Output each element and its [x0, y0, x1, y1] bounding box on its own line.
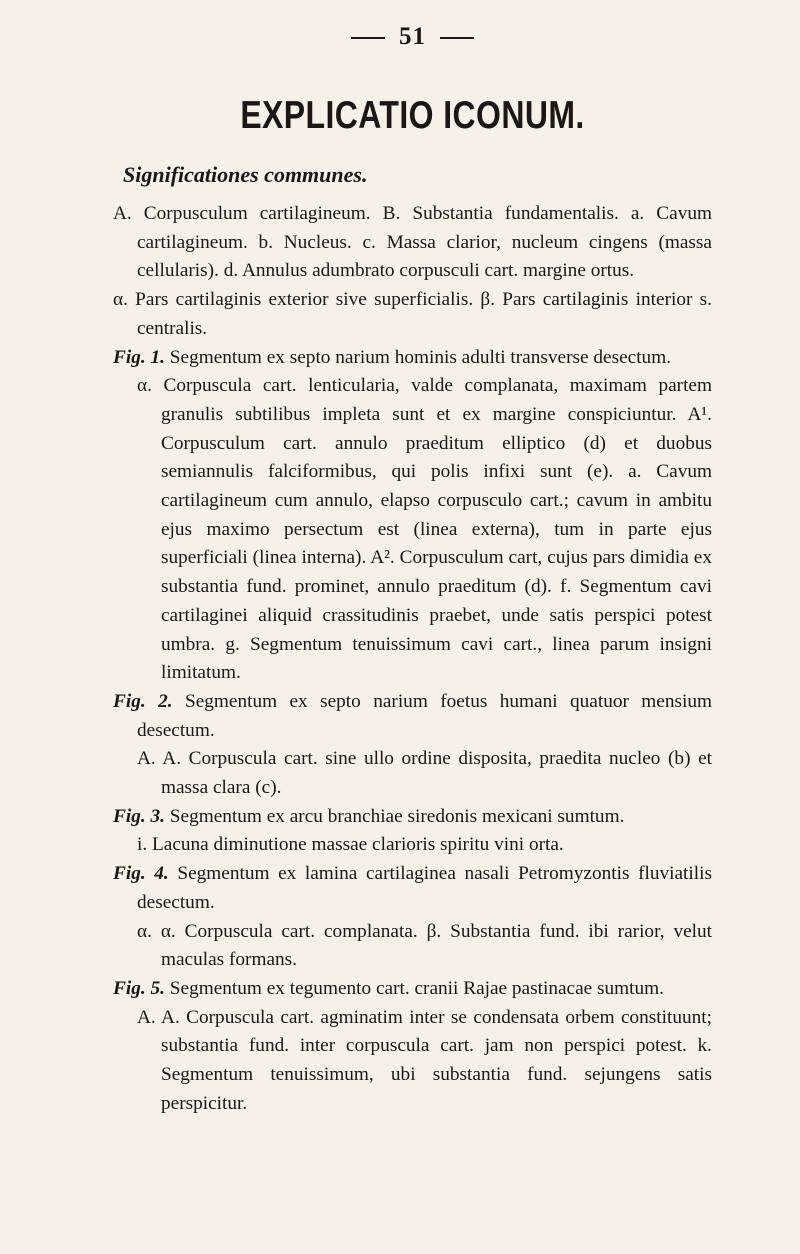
figure-3-item-1: i. Lacuna diminutione massae clarioris spiritu vini orta.	[137, 834, 564, 856]
figure-1-item-1: α. Corpuscula cart. lenticularia, valde complanata, maximam partem granulis subtilibus impleta sunt et ex margine conspiciuntur. A¹. Corpusculum cart. annulo praeditum elliptico (d) et duobus semiannulis falciformibus, qui polis infixi sunt (e). a. Cavum cartilagineum cum annulo, elapso corpusculo cart.; cavum in ambitu ejus maximo persectum est (linea externa), tum in parte ejus superficiali (linea interna). A². Corpusculum cart, cujus pars dimidia ex substantia fund. prominet, annulo praeditum (d). f. Segmentum cavi cartilaginei aliquid crassitudinis praebet, unde satis perspici potest umbra. g. Segmentum tenuissimum cavi cart., linea parum insigni limitatum.	[137, 375, 712, 684]
page-number	[113, 22, 712, 52]
figure-3-label: Fig. 3.	[113, 805, 165, 827]
dash-left	[351, 37, 385, 39]
figure-4-caption	[113, 860, 712, 917]
figure-5-caption	[113, 975, 712, 1004]
figure-1-title: Segmentum ex septo narium hominis adulti transverse desectum.	[169, 346, 672, 368]
figure-4-label: Fig. 4.	[113, 863, 169, 885]
figure-3-title: Segmentum ex arcu branchiae siredonis mexicani sumtum.	[169, 805, 625, 827]
figure-2-label: Fig. 2.	[113, 690, 173, 712]
common-signification-1: A. Corpusculum cartilagineum. B. Substantia fundamentalis. a. Cavum cartilagineum. b. Nucleus. c. Massa clarior, nucleum cingens (massa cellularis). d. Annulus adumbrato corpusculi cart. margine ortus.	[113, 203, 712, 282]
figure-2-title: Segmentum ex septo narium foetus humani quatuor mensium desectum.	[137, 690, 712, 741]
common-signification-2: α. Pars cartilaginis exterior sive superficialis. β. Pars cartilaginis interior s. centralis.	[113, 289, 712, 339]
page-number-text: 51	[399, 23, 426, 50]
figure-5-item-1: A. A. Corpuscula cart. agminatim inter se condensata orbem constituunt; substantia fund. inter corpuscula cart. jam non perspici potest. k. Segmentum tenuissimum, ubi substantia fund. sejungens satis perspicitur.	[137, 1006, 712, 1114]
figure-3-caption	[113, 803, 712, 832]
figure-2-caption	[113, 688, 712, 745]
section-subtitle: Significationes communes.	[123, 162, 368, 187]
figure-5-label: Fig. 5.	[113, 977, 165, 999]
figure-4-title: Segmentum ex lamina cartilaginea nasali Petromyzontis fluviatilis desectum.	[137, 863, 712, 913]
page-title: EXPLICATIO ICONUM.	[240, 94, 585, 137]
figure-1-label: Fig. 1.	[113, 346, 165, 368]
figure-2-item-1: A. A. Corpuscula cart. sine ullo ordine disposita, praedita nucleo (b) et massa clara (c).	[137, 748, 712, 799]
figure-4-item-1: α. α. Corpuscula cart. complanata. β. Substantia fund. ibi rarior, velut maculas formans.	[137, 920, 712, 971]
figure-1-caption	[113, 344, 712, 373]
figure-5-title: Segmentum ex tegumento cart. cranii Rajae pastinacae sumtum.	[169, 977, 664, 999]
dash-right	[440, 37, 474, 39]
